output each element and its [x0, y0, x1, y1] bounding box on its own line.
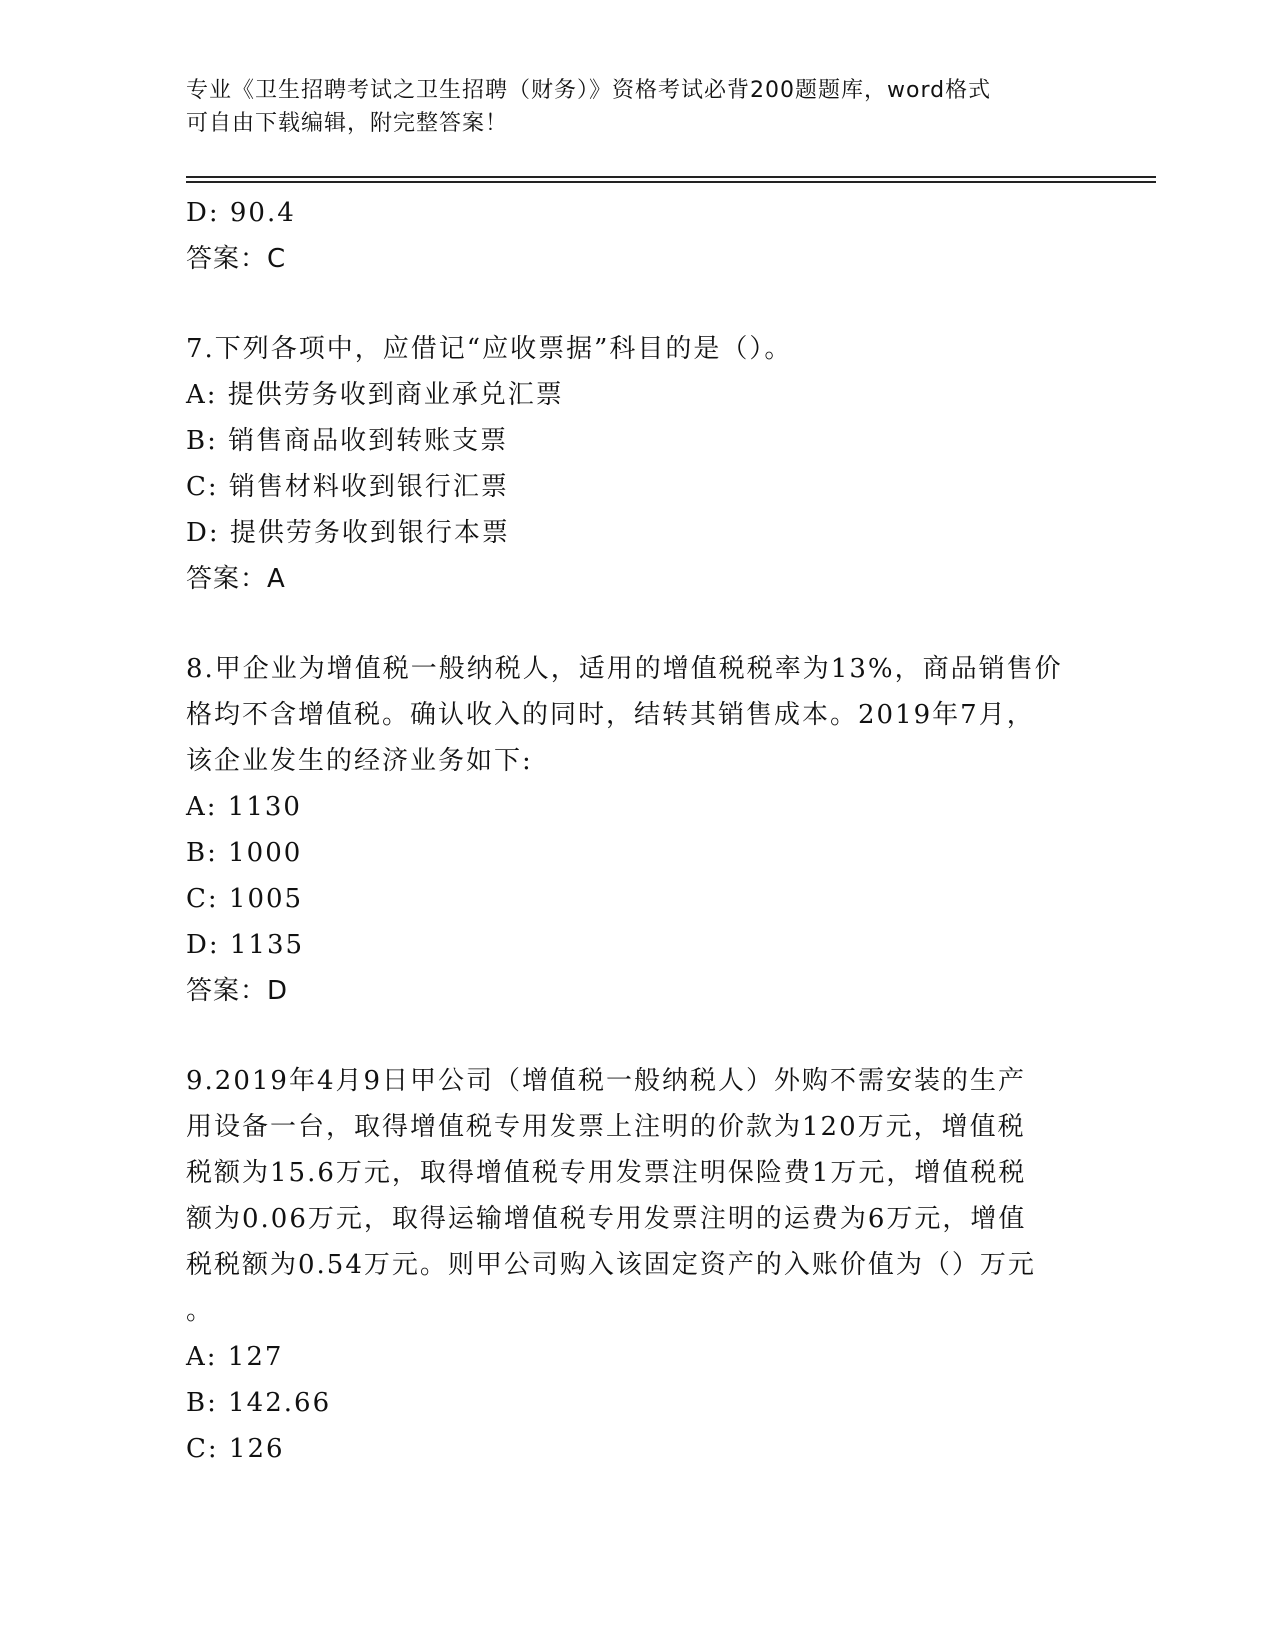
stem-line: 。 [186, 1296, 215, 1326]
stem-line: 税额为15.6万元，取得增值税专用发票注明保险费1万元，增值税税 [186, 1158, 1027, 1188]
document-header [186, 74, 1066, 140]
option-a: A: 1130 [186, 792, 302, 822]
header-title-line-2: 可自由下载编辑，附完整答案！ [186, 111, 509, 136]
prev-option-d: D: 90.4 [186, 198, 296, 228]
answer: 答案：A [186, 564, 286, 594]
stem-line: 格均不含增值税。确认收入的同时，结转其销售成本。2019年7月， [186, 700, 1035, 730]
question-9 [186, 1058, 1086, 1472]
option-b: B: 销售商品收到转账支票 [186, 426, 509, 456]
prev-answer: 答案：C [186, 244, 287, 274]
question-stem [186, 1058, 1086, 1334]
spacer [186, 1014, 1086, 1058]
question-stem [186, 646, 1086, 784]
option-c: C: 1005 [186, 884, 304, 914]
option-b: B: 142.66 [186, 1388, 332, 1418]
option-a: A: 提供劳务收到商业承兑汇票 [186, 380, 564, 410]
stem-line: 税税额为0.54万元。则甲公司购入该固定资产的入账价值为（）万元 [186, 1250, 1036, 1280]
option-d: D: 1135 [186, 930, 305, 960]
header-divider-bottom [186, 181, 1156, 183]
question-8 [186, 646, 1086, 1014]
stem-line: 8.甲企业为增值税一般纳税人，适用的增值税税率为13%，商品销售价 [186, 654, 1063, 684]
option-c: C: 销售材料收到银行汇票 [186, 472, 509, 502]
option-c: C: 126 [186, 1434, 285, 1464]
stem-line: 9.2019年4月9日甲公司（增值税一般纳税人）外购不需安装的生产 [186, 1066, 1027, 1096]
stem-line: 该企业发生的经济业务如下: [186, 746, 533, 776]
question-7 [186, 326, 1086, 602]
spacer [186, 602, 1086, 646]
spacer [186, 282, 1086, 326]
answer: 答案：D [186, 976, 289, 1006]
stem-line: 用设备一台，取得增值税专用发票上注明的价款为120万元，增值税 [186, 1112, 1026, 1142]
question-stem: 7.下列各项中，应借记“应收票据”科目的是（）。 [186, 334, 793, 364]
option-b: B: 1000 [186, 838, 303, 868]
stem-line: 额为0.06万元，取得运输增值税专用发票注明的运费为6万元，增值 [186, 1204, 1027, 1234]
header-divider-top [186, 176, 1156, 178]
header-title-line-1: 专业《卫生招聘考试之卫生招聘（财务）》资格考试必背200题题库，word格式 [186, 78, 992, 103]
option-d: D: 提供劳务收到银行本票 [186, 518, 510, 548]
question-list [186, 190, 1086, 1472]
option-a: A: 127 [186, 1342, 284, 1372]
